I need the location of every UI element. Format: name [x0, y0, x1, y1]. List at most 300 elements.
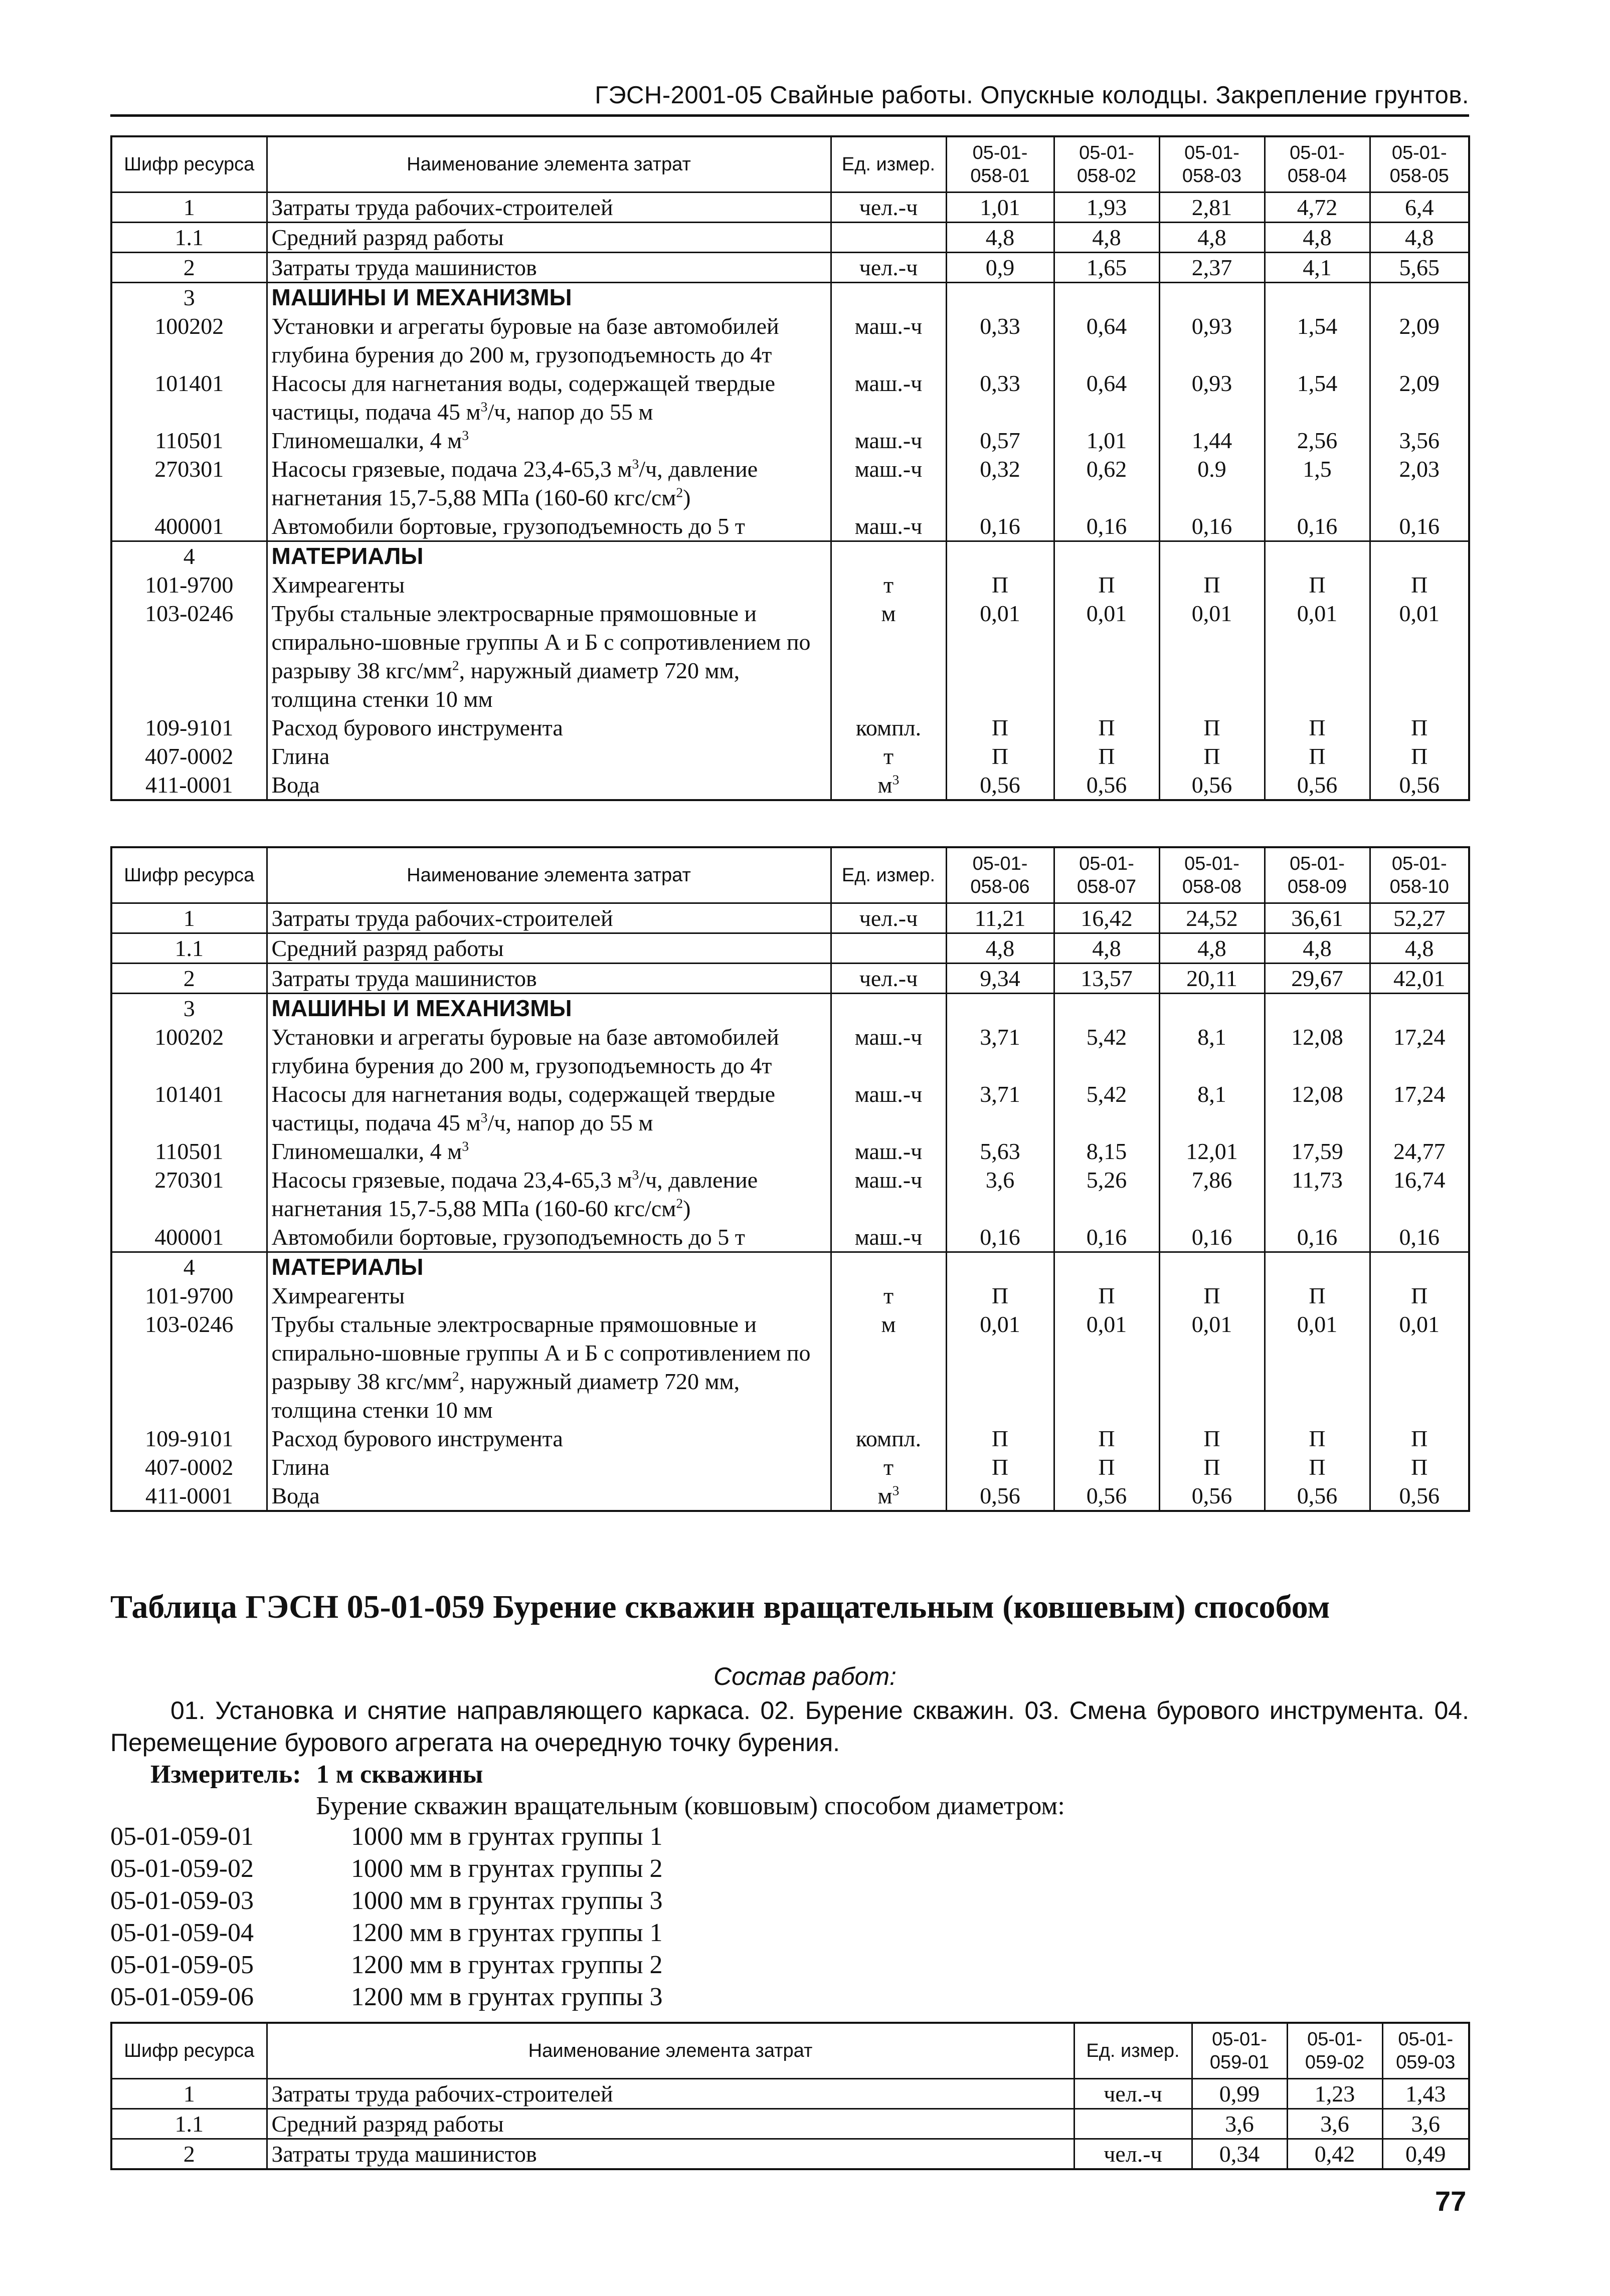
- row-value: [1159, 994, 1265, 1023]
- row-value: П: [1370, 570, 1469, 599]
- row-value: 0,49: [1382, 2139, 1469, 2170]
- row-name: Вода: [267, 1481, 831, 1511]
- header-norm-code: 05-01- 058-03: [1159, 136, 1265, 193]
- row-value: 0,16: [1159, 512, 1265, 541]
- row-value: 4,72: [1265, 193, 1370, 223]
- row-value: 0,01: [946, 599, 1054, 713]
- row-value: 0,62: [1054, 455, 1159, 512]
- row-name: Трубы стальные электросварные прямошовные и спирально-шовные группы А и Б с сопротивлением по разрыву 38 кгс/$мм^2$, наружный диаметр 720 мм, толщина стенки 10 мм: [267, 599, 831, 713]
- variant-code: 05-01-059-02: [110, 1854, 254, 1883]
- row-name: Химреагенты: [267, 1281, 831, 1310]
- row-value: 8,15: [1054, 1137, 1159, 1166]
- row-name: МАТЕРИАЛЫ: [267, 541, 831, 571]
- row-unit: $м^3$: [831, 771, 946, 800]
- row-code: 411-0001: [111, 771, 267, 800]
- table-row: [111, 253, 1469, 283]
- row-value: 0,01: [1370, 1310, 1469, 1424]
- row-unit: компл.: [831, 1424, 946, 1453]
- composition-label: Состав работ:: [713, 1662, 897, 1690]
- row-value: 0,93: [1159, 312, 1265, 369]
- meter-label: Измеритель:: [150, 1760, 301, 1789]
- row-value: [1265, 541, 1370, 571]
- row-value: 4,8: [1054, 223, 1159, 253]
- row-value: 4,8: [946, 933, 1054, 964]
- row-name: Глиномешалки, 4 $м^3$: [267, 426, 831, 455]
- row-value: П: [1265, 1453, 1370, 1481]
- row-value: 0,33: [946, 369, 1054, 426]
- row-code: 400001: [111, 1223, 267, 1252]
- row-value: 5,65: [1370, 253, 1469, 283]
- row-code: 407-0002: [111, 1453, 267, 1481]
- row-value: П: [1054, 1453, 1159, 1481]
- row-value: [946, 283, 1054, 312]
- row-value: 2,81: [1159, 193, 1265, 223]
- row-unit: т: [831, 742, 946, 771]
- table-row: [111, 713, 1469, 742]
- row-value: 4,8: [1159, 933, 1265, 964]
- row-unit: [1074, 2109, 1192, 2139]
- row-unit: чел.-ч: [1074, 2139, 1192, 2170]
- table-row: [111, 2139, 1469, 2170]
- variant-item: [110, 1981, 663, 2013]
- row-value: 4,8: [1054, 933, 1159, 964]
- row-code: 110501: [111, 1137, 267, 1166]
- row-value: П: [1159, 570, 1265, 599]
- row-value: П: [1054, 570, 1159, 599]
- row-name: Насосы грязевые, подача 23,4-65,3 $м^3/ч$, давление нагнетания 15,7-5,88 МПа (160-60 кгс/$см^2$): [267, 455, 831, 512]
- row-unit: маш.-ч: [831, 1223, 946, 1252]
- row-value: 36,61: [1265, 903, 1370, 933]
- row-code: 1: [111, 903, 267, 933]
- table-row: [111, 283, 1469, 312]
- row-value: 0,9: [946, 253, 1054, 283]
- row-value: П: [946, 1453, 1054, 1481]
- row-unit: [831, 541, 946, 571]
- row-value: 4,8: [1265, 223, 1370, 253]
- table-row: [111, 599, 1469, 713]
- row-unit: маш.-ч: [831, 312, 946, 369]
- composition-text: 01. Установка и снятие направляющего каркаса. 02. Бурение скважин. 03. Смена бурового инструмента. 04. Перемещение бурового агрегата на очередную точку бурения.: [110, 1696, 1469, 1757]
- variant-item: [110, 1917, 663, 1949]
- row-code: 4: [111, 1252, 267, 1282]
- row-unit: чел.-ч: [831, 964, 946, 994]
- row-code: 101-9700: [111, 570, 267, 599]
- row-value: 0,93: [1159, 369, 1265, 426]
- row-code: 411-0001: [111, 1481, 267, 1511]
- row-value: 6,4: [1370, 193, 1469, 223]
- row-name: Автомобили бортовые, грузоподъемность до 5 т: [267, 1223, 831, 1252]
- row-code: 1.1: [111, 223, 267, 253]
- table-row: [111, 742, 1469, 771]
- row-value: 1,93: [1054, 193, 1159, 223]
- row-unit: [831, 223, 946, 253]
- row-value: П: [946, 1424, 1054, 1453]
- variant-desc: 1200 мм в грунтах группы 2: [351, 1951, 663, 1979]
- resource-table-058-06-10: [110, 846, 1470, 1512]
- row-value: П: [946, 713, 1054, 742]
- row-value: 0,56: [1159, 771, 1265, 800]
- table-row: [111, 1137, 1469, 1166]
- row-code: 270301: [111, 1166, 267, 1223]
- table-row: [111, 1223, 1469, 1252]
- header-unit: Ед. измер.: [831, 136, 946, 193]
- table-row: [111, 541, 1469, 571]
- row-value: 3,6: [946, 1166, 1054, 1223]
- resource-table-058-01-05: [110, 135, 1470, 801]
- header-name: Наименование элемента затрат: [267, 136, 831, 193]
- page-number: 77: [1435, 2185, 1467, 2217]
- row-value: 1,44: [1159, 426, 1265, 455]
- header-norm-code: 05-01- 058-06: [946, 847, 1054, 903]
- table-row: [111, 1310, 1469, 1424]
- row-value: П: [1370, 1424, 1469, 1453]
- row-value: 0,57: [946, 426, 1054, 455]
- row-value: 0,56: [1054, 1481, 1159, 1511]
- row-value: 0,33: [946, 312, 1054, 369]
- row-value: 0,01: [1054, 1310, 1159, 1424]
- row-name: Средний разряд работы: [267, 223, 831, 253]
- row-value: 0,16: [1054, 1223, 1159, 1252]
- row-value: П: [1370, 1281, 1469, 1310]
- row-name: Глина: [267, 1453, 831, 1481]
- row-value: [1265, 1252, 1370, 1282]
- row-value: 5,42: [1054, 1023, 1159, 1080]
- row-value: 42,01: [1370, 964, 1469, 994]
- row-value: 29,67: [1265, 964, 1370, 994]
- row-value: П: [1370, 713, 1469, 742]
- variant-item: [110, 1949, 663, 1981]
- row-value: [1265, 994, 1370, 1023]
- row-name: Вода: [267, 771, 831, 800]
- row-value: 0,01: [1159, 1310, 1265, 1424]
- header-name: Наименование элемента затрат: [267, 847, 831, 903]
- header-norm-code: 05-01- 058-02: [1054, 136, 1159, 193]
- row-value: П: [1265, 1281, 1370, 1310]
- row-unit: т: [831, 1281, 946, 1310]
- row-name: Насосы для нагнетания воды, содержащей твердые частицы, подача 45 $м^3/ч$, напор до 55 м: [267, 1080, 831, 1137]
- row-value: 0,56: [946, 1481, 1054, 1511]
- header-norm-code: 05-01- 059-03: [1382, 2023, 1469, 2079]
- table-row: [111, 193, 1469, 223]
- row-value: П: [1054, 1281, 1159, 1310]
- row-value: П: [1265, 713, 1370, 742]
- row-value: 3,6: [1287, 2109, 1382, 2139]
- header-norm-code: 05-01- 058-01: [946, 136, 1054, 193]
- row-value: 17,24: [1370, 1023, 1469, 1080]
- variant-code: 05-01-059-05: [110, 1951, 254, 1979]
- table-row: [111, 2109, 1469, 2139]
- row-value: 5,26: [1054, 1166, 1159, 1223]
- row-value: 0.9: [1159, 455, 1265, 512]
- row-code: 270301: [111, 455, 267, 512]
- row-code: 103-0246: [111, 599, 267, 713]
- row-value: 0,01: [1159, 599, 1265, 713]
- row-value: 4,8: [1159, 223, 1265, 253]
- row-code: 110501: [111, 426, 267, 455]
- row-value: 0,42: [1287, 2139, 1382, 2170]
- row-value: 0,16: [1370, 512, 1469, 541]
- row-code: 101-9700: [111, 1281, 267, 1310]
- row-value: 2,37: [1159, 253, 1265, 283]
- table-row: [111, 771, 1469, 800]
- row-code: 1: [111, 2079, 267, 2109]
- row-value: 12,01: [1159, 1137, 1265, 1166]
- row-unit: маш.-ч: [831, 1166, 946, 1223]
- row-value: [1159, 1252, 1265, 1282]
- row-unit: [831, 283, 946, 312]
- row-value: 0,56: [1265, 1481, 1370, 1511]
- table-row: [111, 369, 1469, 426]
- row-value: 1,54: [1265, 369, 1370, 426]
- row-value: 0,56: [1054, 771, 1159, 800]
- variant-item: [110, 1853, 663, 1885]
- row-value: [1054, 283, 1159, 312]
- row-value: 0,01: [1265, 599, 1370, 713]
- header-norm-code: 05-01- 058-04: [1265, 136, 1370, 193]
- header-norm-code: 05-01- 058-05: [1370, 136, 1469, 193]
- row-name: Расход бурового инструмента: [267, 713, 831, 742]
- row-value: [946, 541, 1054, 571]
- row-code: 2: [111, 964, 267, 994]
- variant-list: [110, 1821, 663, 2013]
- row-unit: маш.-ч: [831, 1023, 946, 1080]
- row-value: [1370, 283, 1469, 312]
- header-code: Шифр ресурса: [111, 136, 267, 193]
- row-value: П: [1265, 570, 1370, 599]
- row-code: 2: [111, 2139, 267, 2170]
- variant-code: 05-01-059-04: [110, 1919, 254, 1947]
- row-value: 24,52: [1159, 903, 1265, 933]
- header-norm-code: 05-01- 058-10: [1370, 847, 1469, 903]
- row-unit: компл.: [831, 713, 946, 742]
- row-code: 1.1: [111, 2109, 267, 2139]
- row-code: 101401: [111, 1080, 267, 1137]
- table-row: [111, 1481, 1469, 1511]
- row-value: 1,01: [1054, 426, 1159, 455]
- row-name: Средний разряд работы: [267, 2109, 1074, 2139]
- variant-code: 05-01-059-01: [110, 1822, 254, 1851]
- row-value: [1054, 541, 1159, 571]
- header-norm-code: 05-01- 058-07: [1054, 847, 1159, 903]
- row-value: 3,6: [1192, 2109, 1287, 2139]
- row-value: [1265, 283, 1370, 312]
- row-code: 100202: [111, 1023, 267, 1080]
- row-value: 0,56: [1370, 771, 1469, 800]
- row-code: 101401: [111, 369, 267, 426]
- row-unit: чел.-ч: [831, 253, 946, 283]
- row-value: 0,01: [946, 1310, 1054, 1424]
- row-value: 0,01: [1370, 599, 1469, 713]
- table-row: [111, 903, 1469, 933]
- table-row: [111, 994, 1469, 1023]
- header-norm-code: 05-01- 058-08: [1159, 847, 1265, 903]
- table-row: [111, 1424, 1469, 1453]
- header-norm-code: 05-01- 059-02: [1287, 2023, 1382, 2079]
- header-code: Шифр ресурса: [111, 2023, 267, 2079]
- row-value: 0,99: [1192, 2079, 1287, 2109]
- row-unit: маш.-ч: [831, 1080, 946, 1137]
- row-value: П: [1370, 1453, 1469, 1481]
- resource-table-059-01-03: [110, 2022, 1470, 2170]
- row-unit: м: [831, 1310, 946, 1424]
- row-code: 1: [111, 193, 267, 223]
- row-value: 3,71: [946, 1023, 1054, 1080]
- table-row: [111, 1166, 1469, 1223]
- row-name: Установки и агрегаты буровые на базе автомобилей глубина бурения до 200 м, грузоподъемность до 4т: [267, 312, 831, 369]
- row-value: 5,42: [1054, 1080, 1159, 1137]
- table-row: [111, 1080, 1469, 1137]
- row-code: 400001: [111, 512, 267, 541]
- row-name: Химреагенты: [267, 570, 831, 599]
- row-value: 0,16: [1265, 1223, 1370, 1252]
- row-unit: $м^3$: [831, 1481, 946, 1511]
- row-value: 0,16: [946, 1223, 1054, 1252]
- header-norm-code: 05-01- 058-09: [1265, 847, 1370, 903]
- row-value: 4,8: [946, 223, 1054, 253]
- table-row: [111, 933, 1469, 964]
- table-row: [111, 223, 1469, 253]
- row-value: 2,09: [1370, 369, 1469, 426]
- table-row: [111, 1281, 1469, 1310]
- row-value: 0,01: [1054, 599, 1159, 713]
- row-value: 1,65: [1054, 253, 1159, 283]
- variant-desc: 1200 мм в грунтах группы 3: [351, 1983, 663, 2011]
- row-value: 0,56: [1265, 771, 1370, 800]
- row-value: [1370, 994, 1469, 1023]
- meter-value: 1 м скважины: [316, 1760, 483, 1789]
- row-value: 1,5: [1265, 455, 1370, 512]
- row-name: Затраты труда рабочих-строителей: [267, 903, 831, 933]
- row-name: Трубы стальные электросварные прямошовные и спирально-шовные группы А и Б с сопротивлением по разрыву 38 кгс/$мм^2$, наружный диаметр 720 мм, толщина стенки 10 мм: [267, 1310, 831, 1424]
- row-name: Насосы для нагнетания воды, содержащей твердые частицы, подача 45 $м^3/ч$, напор до 55 м: [267, 369, 831, 426]
- row-value: [1370, 1252, 1469, 1282]
- row-value: 52,27: [1370, 903, 1469, 933]
- row-value: 3,71: [946, 1080, 1054, 1137]
- row-value: 13,57: [1054, 964, 1159, 994]
- row-value: 0,34: [1192, 2139, 1287, 2170]
- row-value: П: [1159, 1424, 1265, 1453]
- row-value: 16,42: [1054, 903, 1159, 933]
- row-value: 11,73: [1265, 1166, 1370, 1223]
- table-row: [111, 512, 1469, 541]
- row-code: 109-9101: [111, 713, 267, 742]
- row-value: 8,1: [1159, 1080, 1265, 1137]
- table-row: [111, 1252, 1469, 1282]
- header-unit: Ед. измер.: [1074, 2023, 1192, 2079]
- running-header: ГЭСН-2001-05 Свайные работы. Опускные колодцы. Закрепление грунтов.: [595, 82, 1469, 109]
- header-name: Наименование элемента затрат: [267, 2023, 1074, 2079]
- table-row: [111, 2079, 1469, 2109]
- row-value: 0,16: [1370, 1223, 1469, 1252]
- row-value: 20,11: [1159, 964, 1265, 994]
- row-name: Насосы грязевые, подача 23,4-65,3 $м^3/ч$, давление нагнетания 15,7-5,88 МПа (160-60 кгс/$см^2$): [267, 1166, 831, 1223]
- row-code: 3: [111, 283, 267, 312]
- row-value: 0,56: [946, 771, 1054, 800]
- row-value: 0,01: [1265, 1310, 1370, 1424]
- row-value: 8,1: [1159, 1023, 1265, 1080]
- row-value: 17,59: [1265, 1137, 1370, 1166]
- row-value: 0,16: [1265, 512, 1370, 541]
- row-value: 24,77: [1370, 1137, 1469, 1166]
- row-value: 17,24: [1370, 1080, 1469, 1137]
- table-row: [111, 455, 1469, 512]
- row-value: 12,08: [1265, 1080, 1370, 1137]
- row-name: Затраты труда рабочих-строителей: [267, 2079, 1074, 2109]
- row-value: П: [1159, 713, 1265, 742]
- header-code: Шифр ресурса: [111, 847, 267, 903]
- row-value: 0,16: [1159, 1223, 1265, 1252]
- row-unit: маш.-ч: [831, 426, 946, 455]
- variant-desc: 1000 мм в грунтах группы 3: [351, 1886, 663, 1915]
- row-value: П: [946, 570, 1054, 599]
- row-value: 3,6: [1382, 2109, 1469, 2139]
- variant-desc: 1000 мм в грунтах группы 1: [351, 1822, 663, 1851]
- table-row: [111, 426, 1469, 455]
- row-code: 1.1: [111, 933, 267, 964]
- row-value: 1,23: [1287, 2079, 1382, 2109]
- section-title: Таблица ГЭСН 05-01-059 Бурение скважин вращательным (ковшевым) способом: [110, 1589, 1330, 1625]
- row-name: МАШИНЫ И МЕХАНИЗМЫ: [267, 283, 831, 312]
- table-row: [111, 964, 1469, 994]
- table-row: [111, 1023, 1469, 1080]
- row-name: Затраты труда машинистов: [267, 964, 831, 994]
- row-value: 0,16: [1054, 512, 1159, 541]
- row-value: 4,8: [1370, 223, 1469, 253]
- row-value: [946, 1252, 1054, 1282]
- row-unit: чел.-ч: [831, 903, 946, 933]
- row-value: 5,63: [946, 1137, 1054, 1166]
- row-value: 2,56: [1265, 426, 1370, 455]
- row-code: 2: [111, 253, 267, 283]
- variant-code: 05-01-059-03: [110, 1886, 254, 1915]
- row-value: [1370, 541, 1469, 571]
- variant-code: 05-01-059-06: [110, 1983, 254, 2011]
- row-value: П: [1159, 742, 1265, 771]
- row-value: 2,03: [1370, 455, 1469, 512]
- row-name: Установки и агрегаты буровые на базе автомобилей глубина бурения до 200 м, грузоподъемность до 4т: [267, 1023, 831, 1080]
- variant-item: [110, 1885, 663, 1917]
- row-name: Средний разряд работы: [267, 933, 831, 964]
- row-value: [1054, 994, 1159, 1023]
- row-value: [1159, 283, 1265, 312]
- row-value: 3,56: [1370, 426, 1469, 455]
- row-value: П: [1054, 713, 1159, 742]
- table-row: [111, 312, 1469, 369]
- row-value: [1159, 541, 1265, 571]
- row-code: 103-0246: [111, 1310, 267, 1424]
- header-rule: [110, 114, 1469, 117]
- row-value: 1,54: [1265, 312, 1370, 369]
- row-value: 4,1: [1265, 253, 1370, 283]
- row-value: [946, 994, 1054, 1023]
- row-unit: [831, 933, 946, 964]
- row-value: 1,43: [1382, 2079, 1469, 2109]
- row-name: Глина: [267, 742, 831, 771]
- table-row: [111, 1453, 1469, 1481]
- row-code: 4: [111, 541, 267, 571]
- row-value: 11,21: [946, 903, 1054, 933]
- row-value: П: [1159, 1453, 1265, 1481]
- row-name: МАТЕРИАЛЫ: [267, 1252, 831, 1282]
- row-value: [1054, 1252, 1159, 1282]
- variants-subtitle: Бурение скважин вращательным (ковшовым) способом диаметром:: [316, 1792, 1065, 1820]
- row-value: П: [1265, 742, 1370, 771]
- row-value: П: [1370, 742, 1469, 771]
- row-value: 0,16: [946, 512, 1054, 541]
- row-value: 0,64: [1054, 369, 1159, 426]
- row-value: 0,32: [946, 455, 1054, 512]
- row-value: П: [1054, 742, 1159, 771]
